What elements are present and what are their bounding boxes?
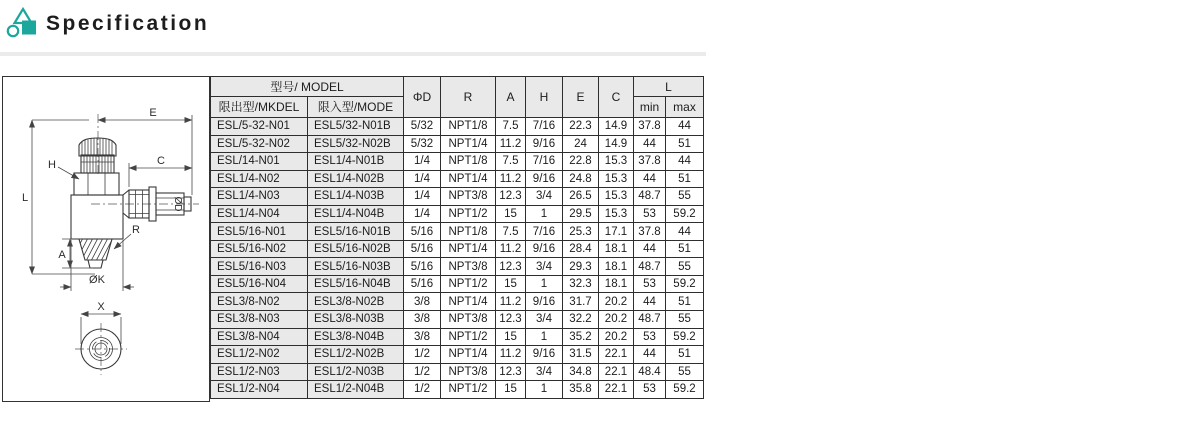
value-cell: 44	[666, 118, 704, 136]
value-cell: 11.2	[496, 135, 526, 153]
header-restrict-out: 限出型/MKDEL	[211, 97, 308, 118]
table-row	[211, 188, 704, 206]
value-cell: 7.5	[496, 118, 526, 136]
value-cell: 7.5	[496, 223, 526, 241]
table-row	[211, 258, 704, 276]
value-cell: 1/2	[404, 363, 441, 381]
model-inflow-cell: ESL3/8-N02B	[308, 293, 404, 311]
table-row	[211, 240, 704, 258]
value-cell: 1	[526, 205, 563, 223]
value-cell: 24.8	[563, 170, 599, 188]
value-cell: 11.2	[496, 240, 526, 258]
dim-label-diameter-d: ØD	[172, 196, 183, 212]
header-l-group: L	[634, 77, 704, 97]
value-cell: 9/16	[526, 346, 563, 364]
value-cell: 53	[634, 205, 666, 223]
value-cell: 20.2	[599, 311, 634, 329]
value-cell: 1	[526, 328, 563, 346]
model-inflow-cell: ESL3/8-N04B	[308, 328, 404, 346]
model-outflow-cell: ESL1/2-N03	[211, 363, 308, 381]
value-cell: NPT3/8	[441, 363, 496, 381]
model-inflow-cell: ESL5/16-N03B	[308, 258, 404, 276]
model-inflow-cell: ESL1/2-N03B	[308, 363, 404, 381]
value-cell: NPT1/8	[441, 153, 496, 171]
value-cell: 1/2	[404, 381, 441, 399]
value-cell: NPT1/4	[441, 240, 496, 258]
header-c: C	[599, 77, 634, 118]
dim-label-a: A	[58, 249, 66, 261]
value-cell: 11.2	[496, 170, 526, 188]
header-model-group: 型号/ MODEL	[211, 77, 404, 97]
fitting-technical-drawing	[3, 77, 209, 401]
value-cell: 44	[634, 135, 666, 153]
model-outflow-cell: ESL3/8-N03	[211, 311, 308, 329]
value-cell: 18.1	[599, 258, 634, 276]
model-outflow-cell: ESL5/16-N04	[211, 275, 308, 293]
spec-table-header	[211, 77, 704, 118]
value-cell: 9/16	[526, 240, 563, 258]
dim-label-x: X	[97, 301, 105, 313]
model-inflow-cell: ESL5/16-N04B	[308, 275, 404, 293]
model-outflow-cell: ESL1/2-N02	[211, 346, 308, 364]
model-outflow-cell: ESL5/16-N03	[211, 258, 308, 276]
value-cell: 28.4	[563, 240, 599, 258]
section-marker-icon	[6, 7, 44, 50]
model-inflow-cell: ESL1/4-N03B	[308, 188, 404, 206]
value-cell: 15	[496, 381, 526, 399]
model-outflow-cell: ESL1/4-N04	[211, 205, 308, 223]
model-outflow-cell: ESL/14-N01	[211, 153, 308, 171]
value-cell: 51	[666, 135, 704, 153]
model-inflow-cell: ESL1/4-N04B	[308, 205, 404, 223]
value-cell: 20.2	[599, 293, 634, 311]
value-cell: 18.1	[599, 275, 634, 293]
spec-table-body	[211, 118, 704, 399]
value-cell: 15.3	[599, 188, 634, 206]
table-row	[211, 328, 704, 346]
value-cell: 9/16	[526, 135, 563, 153]
value-cell: 31.7	[563, 293, 599, 311]
model-inflow-cell: ESL1/2-N02B	[308, 346, 404, 364]
value-cell: 14.9	[599, 135, 634, 153]
value-cell: 3/4	[526, 188, 563, 206]
table-row	[211, 205, 704, 223]
model-outflow-cell: ESL1/2-N04	[211, 381, 308, 399]
page-title: Specification	[46, 12, 210, 35]
model-inflow-cell: ESL3/8-N03B	[308, 311, 404, 329]
value-cell: 3/8	[404, 328, 441, 346]
value-cell: 44	[634, 293, 666, 311]
model-inflow-cell: ESL1/4-N02B	[308, 170, 404, 188]
value-cell: 37.8	[634, 153, 666, 171]
dim-label-l: L	[21, 192, 29, 204]
value-cell: 12.3	[496, 311, 526, 329]
value-cell: NPT1/2	[441, 205, 496, 223]
table-row	[211, 170, 704, 188]
model-inflow-cell: ESL1/4-N01B	[308, 153, 404, 171]
value-cell: NPT3/8	[441, 311, 496, 329]
model-inflow-cell: ESL5/16-N01B	[308, 223, 404, 241]
value-cell: 32.3	[563, 275, 599, 293]
value-cell: NPT1/8	[441, 118, 496, 136]
value-cell: 29.3	[563, 258, 599, 276]
value-cell: 15.3	[599, 205, 634, 223]
value-cell: 9/16	[526, 293, 563, 311]
value-cell: 17.1	[599, 223, 634, 241]
value-cell: 7/16	[526, 118, 563, 136]
value-cell: 48.7	[634, 258, 666, 276]
model-outflow-cell: ESL/5-32-N01	[211, 118, 308, 136]
value-cell: 22.3	[563, 118, 599, 136]
value-cell: NPT1/2	[441, 381, 496, 399]
value-cell: NPT1/4	[441, 346, 496, 364]
table-row	[211, 311, 704, 329]
value-cell: 44	[666, 153, 704, 171]
value-cell: 55	[666, 188, 704, 206]
value-cell: 15.3	[599, 153, 634, 171]
value-cell: 3/8	[404, 311, 441, 329]
value-cell: 3/8	[404, 293, 441, 311]
dim-label-r: R	[132, 224, 140, 236]
dim-label-c: C	[157, 155, 165, 167]
value-cell: 22.8	[563, 153, 599, 171]
value-cell: 12.3	[496, 258, 526, 276]
value-cell: 53	[634, 275, 666, 293]
model-outflow-cell: ESL3/8-N04	[211, 328, 308, 346]
value-cell: 26.5	[563, 188, 599, 206]
value-cell: NPT1/4	[441, 135, 496, 153]
value-cell: 44	[634, 170, 666, 188]
value-cell: NPT1/4	[441, 170, 496, 188]
value-cell: 35.2	[563, 328, 599, 346]
value-cell: 15.3	[599, 170, 634, 188]
value-cell: 1	[526, 275, 563, 293]
header-phi-d: ΦD	[404, 77, 441, 118]
value-cell: 5/32	[404, 135, 441, 153]
value-cell: 5/16	[404, 223, 441, 241]
value-cell: 3/4	[526, 258, 563, 276]
value-cell: 59.2	[666, 275, 704, 293]
value-cell: 59.2	[666, 328, 704, 346]
model-outflow-cell: ESL5/16-N02	[211, 240, 308, 258]
value-cell: 5/16	[404, 258, 441, 276]
dim-label-diameter-k: ØK	[89, 274, 105, 286]
value-cell: 1/4	[404, 188, 441, 206]
value-cell: 1/4	[404, 205, 441, 223]
model-inflow-cell: ESL5/32-N01B	[308, 118, 404, 136]
value-cell: NPT1/2	[441, 275, 496, 293]
value-cell: 51	[666, 240, 704, 258]
header-l-min: min	[634, 97, 666, 118]
model-outflow-cell: ESL3/8-N02	[211, 293, 308, 311]
value-cell: 44	[634, 346, 666, 364]
value-cell: 22.1	[599, 363, 634, 381]
value-cell: 12.3	[496, 363, 526, 381]
table-row	[211, 275, 704, 293]
value-cell: 5/32	[404, 118, 441, 136]
model-inflow-cell: ESL1/2-N04B	[308, 381, 404, 399]
value-cell: 12.3	[496, 188, 526, 206]
value-cell: 1	[526, 381, 563, 399]
value-cell: 44	[634, 240, 666, 258]
model-outflow-cell: ESL1/4-N03	[211, 188, 308, 206]
model-outflow-cell: ESL/5-32-N02	[211, 135, 308, 153]
circle-icon	[8, 26, 18, 36]
table-row	[211, 223, 704, 241]
value-cell: 1/4	[404, 170, 441, 188]
value-cell: 18.1	[599, 240, 634, 258]
value-cell: 44	[666, 223, 704, 241]
value-cell: 55	[666, 258, 704, 276]
header-restrict-in: 限入型/MODE	[308, 97, 404, 118]
model-inflow-cell: ESL5/32-N02B	[308, 135, 404, 153]
value-cell: 5/16	[404, 275, 441, 293]
value-cell: 51	[666, 346, 704, 364]
value-cell: 51	[666, 293, 704, 311]
header-a: A	[496, 77, 526, 118]
dim-label-e: E	[149, 107, 157, 119]
value-cell: 11.2	[496, 346, 526, 364]
table-row	[211, 381, 704, 399]
value-cell: 32.2	[563, 311, 599, 329]
value-cell: 53	[634, 381, 666, 399]
header-h: H	[526, 77, 563, 118]
drawing-panel	[2, 76, 210, 402]
value-cell: NPT1/8	[441, 223, 496, 241]
value-cell: 29.5	[563, 205, 599, 223]
header-e: E	[563, 77, 599, 118]
value-cell: 22.1	[599, 381, 634, 399]
value-cell: 22.1	[599, 346, 634, 364]
value-cell: 37.8	[634, 223, 666, 241]
value-cell: NPT1/4	[441, 293, 496, 311]
value-cell: 59.2	[666, 381, 704, 399]
model-outflow-cell: ESL1/4-N02	[211, 170, 308, 188]
value-cell: 15	[496, 328, 526, 346]
value-cell: 48.4	[634, 363, 666, 381]
value-cell: 3/4	[526, 363, 563, 381]
table-row	[211, 135, 704, 153]
value-cell: 48.7	[634, 188, 666, 206]
value-cell: 55	[666, 363, 704, 381]
model-inflow-cell: ESL5/16-N02B	[308, 240, 404, 258]
value-cell: 51	[666, 170, 704, 188]
value-cell: 25.3	[563, 223, 599, 241]
value-cell: 5/16	[404, 240, 441, 258]
value-cell: 7.5	[496, 153, 526, 171]
table-row	[211, 118, 704, 136]
table-row	[211, 293, 704, 311]
value-cell: 15	[496, 275, 526, 293]
value-cell: 37.8	[634, 118, 666, 136]
value-cell: 3/4	[526, 311, 563, 329]
header-r: R	[441, 77, 496, 118]
value-cell: 1/4	[404, 153, 441, 171]
value-cell: 59.2	[666, 205, 704, 223]
value-cell: 15	[496, 205, 526, 223]
model-outflow-cell: ESL5/16-N01	[211, 223, 308, 241]
table-row	[211, 346, 704, 364]
value-cell: 7/16	[526, 223, 563, 241]
value-cell: NPT1/2	[441, 328, 496, 346]
value-cell: 35.8	[563, 381, 599, 399]
value-cell: 20.2	[599, 328, 634, 346]
table-row	[211, 363, 704, 381]
value-cell: 31.5	[563, 346, 599, 364]
value-cell: 7/16	[526, 153, 563, 171]
square-icon	[22, 21, 36, 35]
value-cell: 53	[634, 328, 666, 346]
header-divider	[0, 52, 706, 56]
table-row	[211, 153, 704, 171]
spec-table	[210, 76, 704, 399]
value-cell: 34.8	[563, 363, 599, 381]
value-cell: 55	[666, 311, 704, 329]
header-l-max: max	[666, 97, 704, 118]
value-cell: 14.9	[599, 118, 634, 136]
value-cell: 9/16	[526, 170, 563, 188]
value-cell: NPT3/8	[441, 188, 496, 206]
value-cell: 1/2	[404, 346, 441, 364]
value-cell: 24	[563, 135, 599, 153]
value-cell: NPT3/8	[441, 258, 496, 276]
value-cell: 48.7	[634, 311, 666, 329]
dim-label-h: H	[48, 159, 56, 171]
value-cell: 11.2	[496, 293, 526, 311]
